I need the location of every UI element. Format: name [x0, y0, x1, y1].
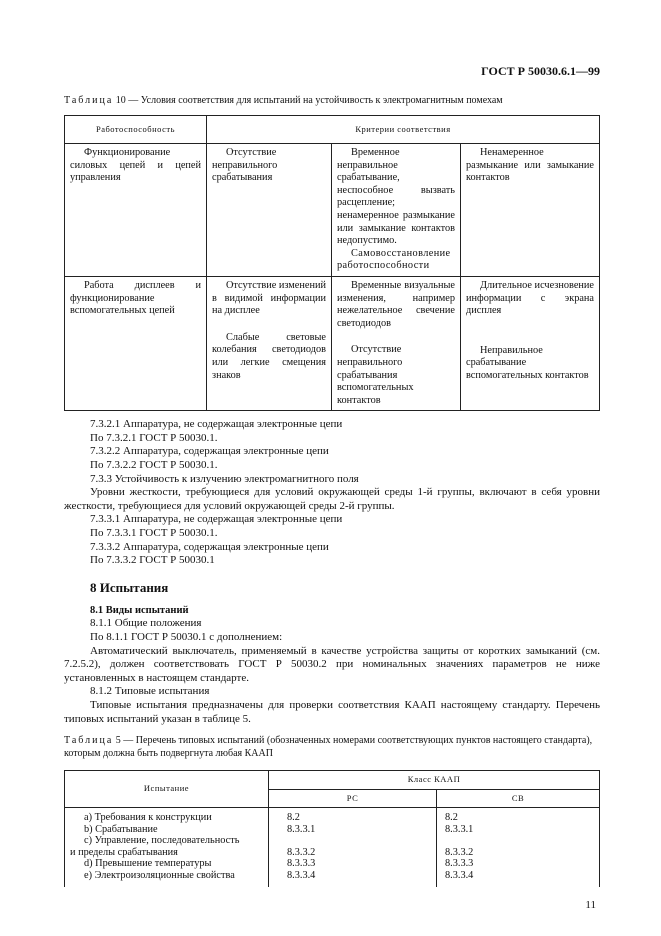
paragraph: Уровни жесткости, требующиеся для условий окружающей среды 1-й группы, включают в себя уровни жесткости, требующиеся для условий окружающей среды 2-й группы.	[64, 486, 600, 512]
caption-text: 5 — Перечень типовых испытаний (обозначенных номерами соответствующих пунктов настоящего стандарта), которым должна быть подвергнута любая КААП	[64, 735, 593, 760]
cell-text: Слабые световые колебания светодиодов или легкие смещения знаков	[212, 331, 326, 381]
cell-text: Ненамеренное размыкание или замыкание контактов	[466, 147, 594, 184]
body-text	[64, 418, 600, 726]
cell-text: Временное неправильное срабатывание, неспособное вызвать расцепление; ненамеренное размыкание или замыкание контактов недопустимо.	[337, 147, 455, 247]
test-name: c) Управление, последовательность	[84, 835, 240, 847]
clause-ref: 8.3.3.1	[287, 823, 316, 835]
table-cell	[207, 276, 332, 410]
cell-text: Отсутствие изменений в видимой информации на дисплее	[212, 279, 326, 317]
clause-ref: 8.3.3.3	[287, 858, 316, 870]
paragraph: 8.1.2 Типовые испытания	[90, 685, 210, 698]
table-row	[65, 808, 600, 888]
header-cell: СВ	[437, 789, 600, 808]
cell-text: Работа дисплеев и функционирование вспомогательных цепей	[70, 279, 201, 317]
cell-text: Длительное исчезновение информации с экрана дисплея	[466, 279, 594, 317]
clause-ref: 8.3.3.3	[445, 858, 474, 870]
header-cell: Испытание	[65, 771, 269, 808]
paragraph: По 7.3.3.1 ГОСТ Р 50030.1.	[90, 527, 218, 540]
cell-text: Временные визуальные изменения, например нежелательное свечение светодиодов	[337, 279, 455, 329]
cell-text: Самовосстановление работоспособности	[337, 247, 451, 272]
paragraph: Автоматический выключатель, применяемый в качестве устройства защиты от коротких замыканий (см. 7.2.5.2), должен соответствовать ГОСТ Р 50030.2 при номинальных значениях параметров не ниже установленных в настоящем стандарте.	[64, 644, 600, 684]
table-cell	[332, 276, 461, 410]
header-cell: Работоспособность	[65, 116, 207, 144]
section-heading: 8 Испытания	[90, 579, 169, 595]
table-cell	[65, 144, 207, 277]
paragraph: По 7.3.2.1 ГОСТ Р 50030.1.	[90, 431, 218, 444]
paragraph: 7.3.2.2 Аппаратура, содержащая электронные цепи	[90, 445, 329, 458]
table-10	[64, 115, 600, 411]
subsection-heading: 8.1 Виды испытаний	[90, 604, 189, 616]
table-cell	[461, 144, 600, 277]
table10-caption	[64, 94, 600, 107]
table-cell	[65, 276, 207, 410]
paragraph: 8.1.1 Общие положения	[90, 617, 202, 630]
paragraph: 7.3.3 Устойчивость к излучению электромагнитного поля	[90, 472, 359, 485]
paragraph: По 7.3.3.2 ГОСТ Р 50030.1	[90, 554, 215, 567]
paragraph: 7.3.3.1 Аппаратура, не содержащая электронные цепи	[90, 513, 343, 526]
clause-ref: 8.3.3.4	[287, 869, 316, 881]
header-cell: Класс КААП	[269, 771, 600, 790]
cell-text: Отсутствие неправильного срабатывания	[212, 147, 278, 184]
paragraph: По 8.1.1 ГОСТ Р 50030.1 с дополнением:	[90, 631, 283, 643]
document-header: ГОСТ Р 50030.6.1—99	[481, 64, 600, 78]
paragraph: 7.3.3.2 Аппаратура, содержащая электронные цепи	[90, 540, 329, 553]
table-5	[64, 770, 600, 887]
table-cell	[207, 144, 332, 277]
table-cell	[461, 276, 600, 410]
clause-ref: 8.2	[287, 812, 300, 824]
test-name: и пределы срабатывания	[70, 846, 178, 858]
table5-caption	[64, 734, 600, 760]
clause-ref: 8.2	[445, 812, 458, 824]
paragraph: 7.3.2.1 Аппаратура, не содержащая электронные цепи	[90, 418, 343, 431]
header-cell: Критерии соответствия	[207, 116, 600, 144]
header-cell: РС	[269, 789, 437, 808]
caption-text: 10 — Условия соответствия для испытаний на устойчивость к электромагнитным помехам	[113, 95, 503, 106]
clause-ref: 8.3.3.1	[445, 823, 474, 835]
cell-text: Отсутствие неправильного срабатывания вспомогательных контактов	[337, 344, 414, 406]
paragraph: По 7.3.2.2 ГОСТ Р 50030.1.	[90, 459, 218, 472]
test-name: a) Требования к конструкции	[84, 812, 212, 824]
page-number: 11	[585, 899, 596, 912]
caption-label: Таблица	[64, 735, 114, 747]
table-cell	[332, 144, 461, 277]
test-name: d) Превышение температуры	[84, 858, 212, 870]
paragraph: Типовые испытания предназначены для проверки соответствия КААП настоящему стандарту. Перечень типовых испытаний указан в таблице 5.	[64, 698, 600, 725]
clause-ref: 8.3.3.4	[445, 869, 474, 881]
caption-label: Таблица	[64, 95, 114, 106]
test-name: e) Электроизоляционные свойства	[84, 869, 235, 881]
cell-text: Функционирование силовых цепей и цепей управления	[70, 147, 201, 184]
cell-text: Неправильное срабатывание вспомогательных контактов	[466, 344, 589, 381]
test-name: b) Срабатывание	[84, 823, 158, 835]
clause-ref: 8.3.3.2	[287, 846, 316, 858]
clause-ref: 8.3.3.2	[445, 846, 474, 858]
